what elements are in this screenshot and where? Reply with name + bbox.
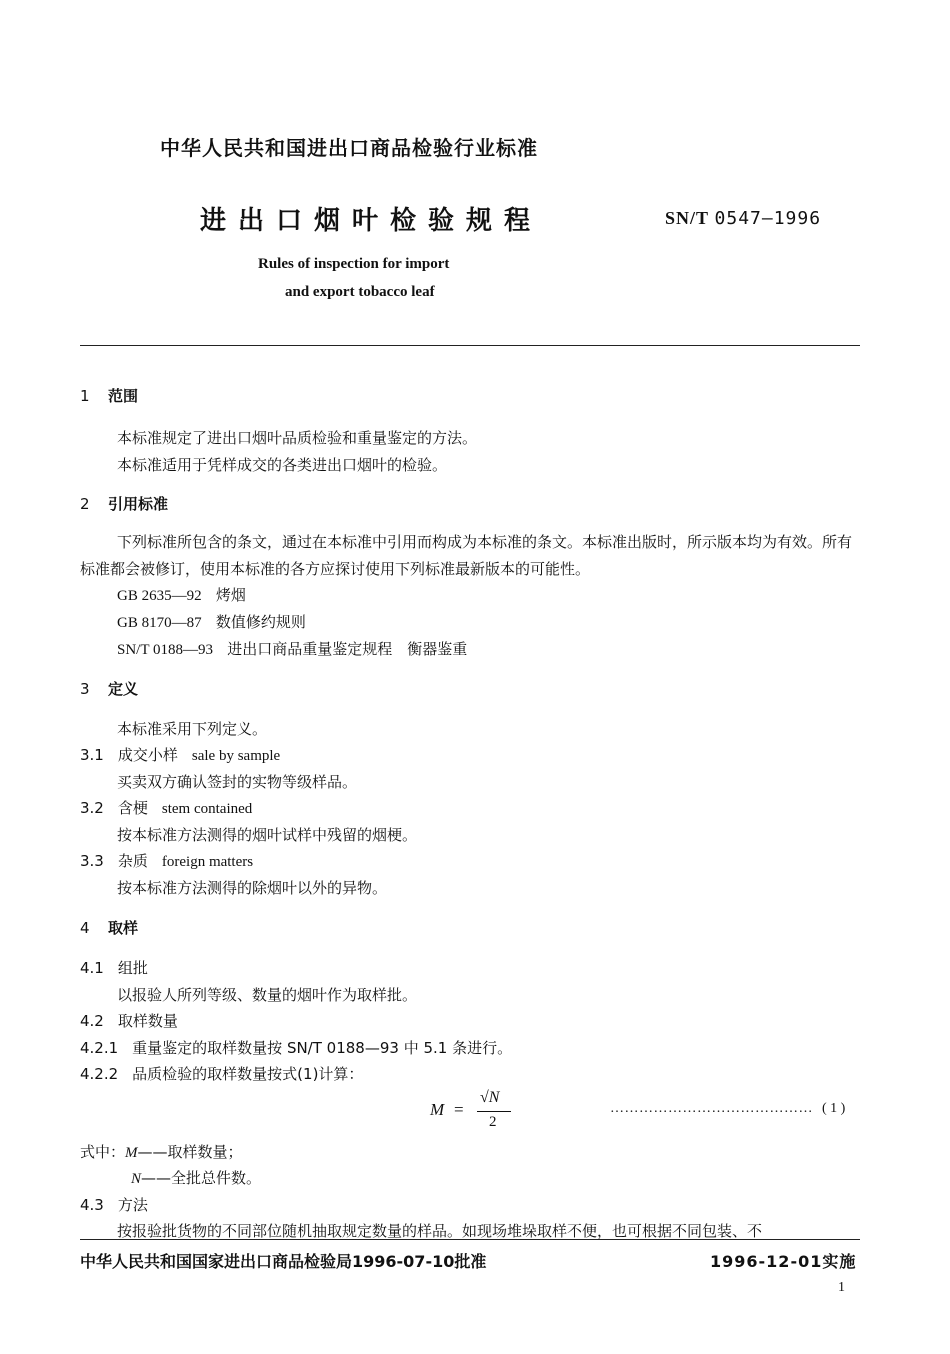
section-number: 1 — [80, 387, 90, 405]
section-number: 2 — [80, 495, 90, 513]
reference-name: 数值修约规则 — [215, 613, 306, 631]
section-number: 3 — [80, 680, 90, 698]
symbol: N — [131, 1171, 142, 1187]
reference-name: 烤烟 — [215, 586, 246, 604]
clause-title: 取样数量 — [117, 1012, 178, 1030]
dash: —— — [141, 1169, 172, 1187]
clause-number: 4.2 — [80, 1012, 104, 1030]
formula-leader-dots: …………………………………… — [610, 1101, 813, 1116]
clause-number: 4.3 — [80, 1196, 104, 1214]
reference-item — [117, 584, 246, 605]
reference-code: GB 2635—92 — [117, 588, 202, 604]
section-title: 引用标准 — [108, 495, 169, 513]
reference-item — [117, 611, 306, 632]
paragraph: 下列标准所包含的条文，通过在本标准中引用而构成为本标准的条文。本标准出版时，所示版本均为有效。所有标准都会被修订，使用本标准的各方应探讨使用下列标准最新版本的可能性。 — [80, 533, 853, 578]
clause-number: 3.1 — [80, 746, 104, 764]
equation-number: ( 1 ) — [822, 1101, 846, 1116]
section-title: 定义 — [108, 680, 139, 698]
section-number: 4 — [80, 919, 90, 937]
definition-term-english: foreign matters — [161, 854, 254, 870]
clause-number: 3.3 — [80, 852, 104, 870]
clause-title: 方法 — [117, 1196, 148, 1214]
document-title: 进出口烟叶检验规程 — [200, 206, 543, 236]
section-3-heading — [80, 678, 138, 699]
reference-item — [117, 638, 467, 659]
reference-code: GB 8170—87 — [117, 615, 202, 631]
paragraph: 本标准适用于凭样成交的各类进出口烟叶的检验。 — [117, 456, 448, 474]
section-4-heading — [80, 917, 138, 938]
header-divider — [80, 345, 860, 346]
implementation-date: 1996-12-01实施 — [710, 1252, 857, 1271]
definition-description: 按本标准方法测得的除烟叶以外的异物。 — [117, 879, 388, 897]
definition-3-2 — [80, 797, 252, 818]
clause-number: 3.2 — [80, 799, 104, 817]
english-title-line1: Rules of inspection for import — [258, 256, 450, 272]
dash: —— — [137, 1143, 168, 1161]
symbol: M — [125, 1145, 138, 1161]
where-line — [131, 1167, 261, 1188]
clause-4-1 — [80, 957, 148, 978]
standard-prefix: SN/T — [665, 208, 710, 228]
definition-term: 成交小样 — [117, 746, 178, 764]
clause-number: 4.2.2 — [80, 1065, 119, 1083]
definition-term: 杂质 — [117, 852, 148, 870]
clause-title: 组批 — [117, 959, 148, 977]
definition-3-3 — [80, 850, 253, 871]
definition-3-1 — [80, 744, 280, 765]
standard-category-heading: 中华人民共和国进出口商品检验行业标准 — [160, 136, 538, 160]
clause-4-3 — [80, 1194, 148, 1215]
standard-number — [665, 208, 821, 229]
clause-number: 4.2.1 — [80, 1039, 119, 1057]
definition-term-english: stem contained — [161, 801, 253, 817]
formula-equals: = — [454, 1100, 464, 1119]
reference-name: 进出口商品重量鉴定规程 衡器鉴重 — [227, 640, 468, 658]
formula-lhs: M — [430, 1100, 445, 1119]
english-title-line2: and export tobacco leaf — [285, 284, 435, 300]
clause-4-2-1 — [80, 1037, 512, 1058]
clause-text: 品质检验的取样数量按式(1)计算： — [132, 1065, 364, 1083]
paragraph: 以报验人所列等级、数量的烟叶作为取样批。 — [117, 986, 418, 1004]
fraction-bar — [477, 1111, 511, 1112]
clause-4-2 — [80, 1010, 178, 1031]
definition-term-english: sale by sample — [191, 748, 281, 764]
definition-description: 买卖双方确认签封的实物等级样品。 — [117, 773, 358, 791]
where-label: 式中： — [80, 1143, 126, 1161]
formula-numerator: √N — [480, 1089, 500, 1106]
paragraph: 按报验批货物的不同部位随机抽取规定数量的样品。如现场堆垛取样不便，也可根据不同包装、不 — [117, 1222, 763, 1240]
section-title: 范围 — [108, 387, 139, 405]
formula-denominator: 2 — [489, 1114, 497, 1130]
footer-divider — [80, 1239, 860, 1240]
paragraph: 本标准采用下列定义。 — [117, 720, 268, 738]
clause-text: 重量鉴定的取样数量按 SN/T 0188—93 中 5.1 条进行。 — [132, 1039, 513, 1057]
clause-4-2-2 — [80, 1063, 363, 1084]
definition-description: 按本标准方法测得的烟叶试样中残留的烟梗。 — [117, 826, 418, 844]
reference-code: SN/T 0188—93 — [117, 642, 213, 658]
symbol-description: 全批总件数。 — [171, 1169, 262, 1187]
approval-statement: 中华人民共和国国家进出口商品检验局1996-07-10批准 — [80, 1252, 487, 1271]
symbol-description: 取样数量； — [167, 1143, 243, 1161]
page-number: 1 — [838, 1280, 845, 1295]
definition-term: 含梗 — [117, 799, 148, 817]
section-1-heading — [80, 385, 138, 406]
where-line — [80, 1141, 243, 1162]
section-title: 取样 — [108, 919, 139, 937]
clause-number: 4.1 — [80, 959, 104, 977]
section-2-heading — [80, 493, 168, 514]
standard-code: 0547—1996 — [714, 208, 822, 229]
paragraph: 本标准规定了进出口烟叶品质检验和重量鉴定的方法。 — [117, 429, 478, 447]
